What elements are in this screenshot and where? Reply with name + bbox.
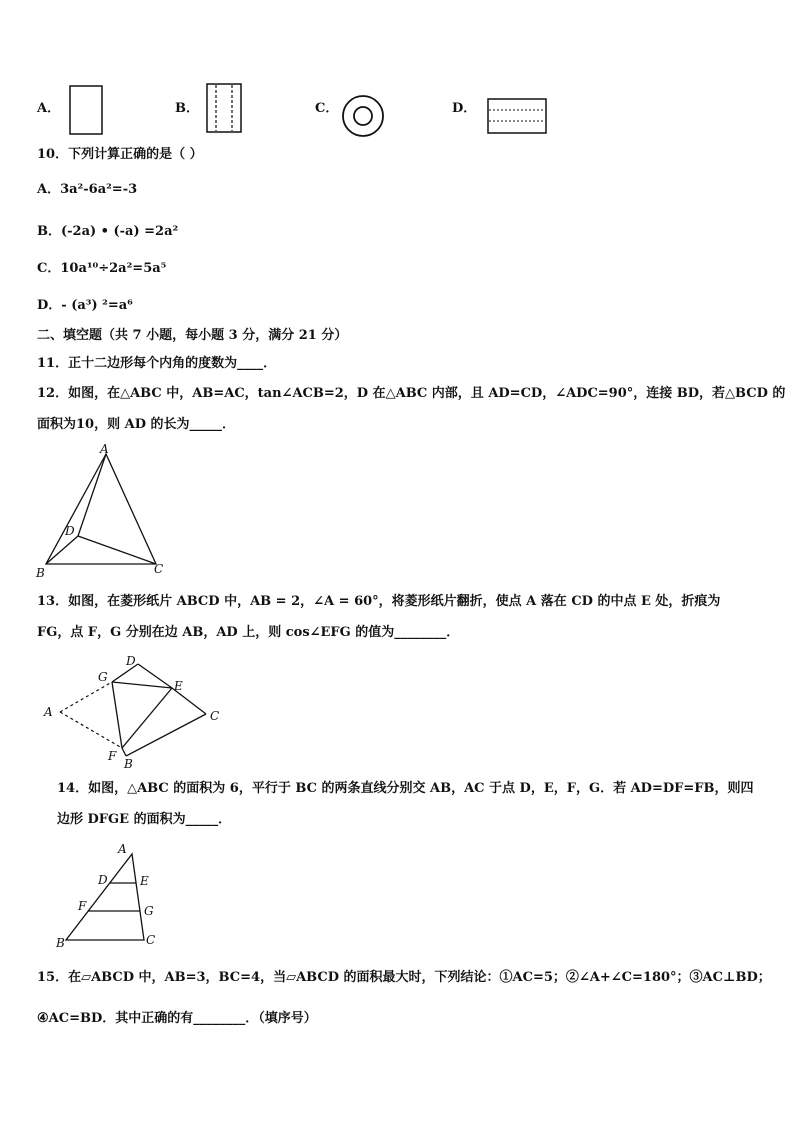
q10-option-c: C．10a¹⁰÷2a²=5a⁵: [37, 261, 167, 276]
q12-line-1: 12．如图，在△ABC 中，AB=AC，tan∠ACB=2，D 在△ABC 内部，且 AD=CD，∠ADC=90°，连接 BD，若△BCD 的: [37, 386, 786, 401]
q14-label-d: D: [98, 873, 108, 887]
q14-label-f: F: [78, 899, 87, 913]
q9-option-c-label: C．: [315, 101, 339, 116]
section-2-heading: 二、填空题（共 7 小题，每小题 3 分，满分 21 分）: [37, 328, 348, 343]
q11-text: 11．正十二边形每个内角的度数为____．: [37, 356, 277, 371]
q10-option-d: D．- (a³) ²=a⁶: [37, 298, 133, 313]
q14-label-g: G: [144, 904, 154, 918]
q13-rhombus-figure: [38, 650, 228, 772]
q9-option-c-figure: [340, 94, 386, 140]
q12-label-a: A: [100, 442, 109, 456]
q13-line-1: 13．如图，在菱形纸片 ABCD 中，AB = 2，∠A = 60°，将菱形纸片翻折，使点 A 落在 CD 的中点 E 处，折痕为: [37, 594, 721, 609]
q13-label-e: E: [174, 679, 183, 693]
q13-label-g: G: [98, 670, 108, 684]
q9-option-a-label: A．: [37, 101, 61, 116]
q12-label-d: D: [65, 524, 75, 538]
q14-line-1: 14．如图，△ABC 的面积为 6，平行于 BC 的两条直线分别交 AB，AC 于点 D，E，F，G．若 AD=DF=FB，则四: [57, 781, 754, 796]
q9-option-d-figure: [484, 96, 550, 138]
q9-option-b-figure: [203, 82, 247, 136]
q14-line-2: 边形 DFGE 的面积为_____．: [57, 812, 232, 827]
q14-label-a: A: [118, 842, 127, 856]
q14-label-b: B: [56, 936, 65, 950]
q10-option-b: B．(-2a) • (-a) =2a²: [37, 224, 179, 239]
q13-label-c: C: [210, 709, 220, 723]
q13-line-2: FG，点 F，G 分别在边 AB，AD 上，则 cos∠EFG 的值为________．: [37, 625, 460, 640]
q14-label-e: E: [140, 874, 149, 888]
q12-label-c: C: [154, 562, 164, 576]
q14-triangle-figure: [52, 840, 170, 952]
q9-option-a-figure: [66, 84, 106, 136]
q9-option-b-label: B．: [175, 101, 199, 116]
q15-line-1: 15．在▱ABCD 中，AB=3，BC=4，当▱ABCD 的面积最大时，下列结论：①AC=5；②∠A+∠C=180°；③AC⊥BD；: [37, 970, 771, 985]
q14-label-c: C: [146, 933, 156, 947]
q12-label-b: B: [36, 566, 45, 580]
q12-triangle-figure: [32, 442, 172, 582]
q13-label-f: F: [108, 749, 117, 763]
q13-label-a: A: [44, 705, 53, 719]
q13-label-d: D: [126, 654, 136, 668]
q9-option-d-label: D．: [452, 101, 477, 116]
q13-label-b: B: [124, 757, 133, 771]
q10-option-a: A．3a²-6a²=-3: [37, 182, 138, 197]
q12-line-2: 面积为10，则 AD 的长为_____．: [37, 417, 236, 432]
q15-line-2: ④AC=BD．其中正确的有________．（填序号）: [37, 1011, 317, 1026]
q10-stem: 10．下列计算正确的是（ ）: [37, 147, 203, 162]
